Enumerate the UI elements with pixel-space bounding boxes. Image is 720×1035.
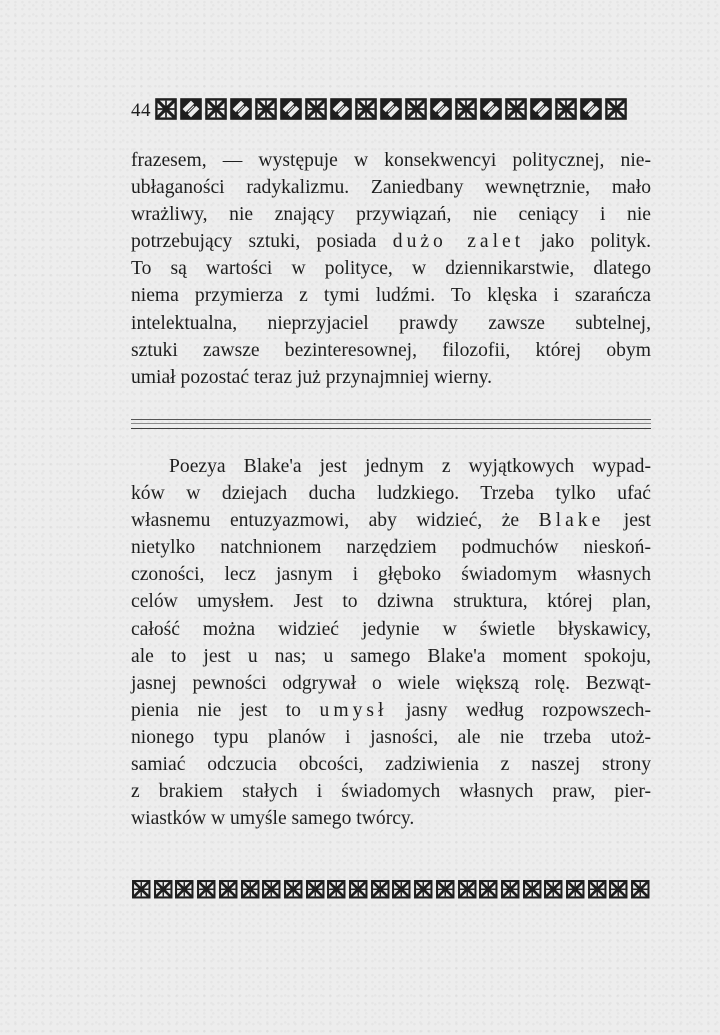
text-line: celów umysłem. Jest to dziwna struktura, której plan,: [131, 591, 651, 613]
square-ornament-icon: [204, 97, 228, 121]
square-ornament-icon: [587, 879, 608, 900]
square-ornament-icon: [153, 879, 174, 900]
diamond-ornament-icon: [579, 97, 603, 121]
square-ornament-icon: [154, 97, 178, 121]
paragraph-continued: [131, 147, 651, 391]
text-segment: potrzebujący sztuki, posiada: [131, 231, 393, 253]
square-ornament-icon: [604, 97, 628, 121]
diamond-ornament-icon: [529, 97, 553, 121]
square-ornament-icon: [218, 879, 239, 900]
diamond-ornament-icon: [479, 97, 503, 121]
page-header: [131, 95, 651, 121]
diamond-ornament-icon: [229, 97, 253, 121]
square-ornament-icon: [196, 879, 217, 900]
spaced-emphasis: dużo zalet: [392, 231, 525, 253]
square-ornament-icon: [370, 879, 391, 900]
text-segment: jako polityk.: [524, 231, 652, 253]
square-ornament-icon: [131, 879, 152, 900]
square-ornament-icon: [565, 879, 586, 900]
text-segment: własnemu entuzyazmowi, aby widzieć, że: [131, 510, 539, 532]
square-ornament-icon: [413, 879, 434, 900]
section-divider-rule: [131, 428, 651, 429]
text-line: z brakiem stałych i świadomych własnych praw, pier-: [131, 781, 651, 803]
square-ornament-icon: [348, 879, 369, 900]
text-segment: jasny według rozpowszech-: [387, 699, 651, 721]
square-ornament-icon: [554, 97, 578, 121]
text-line: całość można widzieć jedynie w świetle błyskawicy,: [131, 618, 651, 640]
square-ornament-icon: [404, 97, 428, 121]
square-ornament-icon: [457, 879, 478, 900]
text-line: intelektualna, nieprzyjaciel prawdy zawsze subtelnej,: [131, 312, 651, 334]
page-number: 44: [131, 100, 151, 121]
text-line: To są wartości w polityce, w dziennikarstwie, dlatego: [131, 258, 651, 280]
section-divider-rule: [131, 419, 651, 420]
text-line: ale to jest u nas; u samego Blake'a moment spokoju,: [131, 645, 651, 667]
square-ornament-icon: [454, 97, 478, 121]
square-ornament-icon: [543, 879, 564, 900]
text-line: [131, 507, 651, 534]
text-segment: jest: [604, 510, 651, 532]
header-ornament-band: [154, 97, 628, 121]
footer-ornament-band: [131, 879, 651, 900]
square-ornament-icon: [354, 97, 378, 121]
text-line: jasnej pewności odgrywał o wiele większą rolę. Bezwąt-: [131, 672, 651, 694]
square-ornament-icon: [305, 879, 326, 900]
square-ornament-icon: [254, 97, 278, 121]
square-ornament-icon: [504, 97, 528, 121]
square-ornament-icon: [608, 879, 629, 900]
text-line: niema przymierza z tymi ludźmi. To klęska i szarańcza: [131, 285, 651, 307]
text-line: frazesem, — występuje w konsekwencyi politycznej, nie-: [131, 150, 651, 171]
text-line: wrażliwy, nie znający przywiązań, nie ceniący i nie: [131, 204, 651, 226]
diamond-ornament-icon: [429, 97, 453, 121]
text-line: czoności, lecz jasnym i głęboko świadomym własnych: [131, 564, 651, 586]
text-line: Poezya Blake'a jest jednym z wyjątkowych wypad-: [169, 456, 651, 477]
square-ornament-icon: [522, 879, 543, 900]
text-line: [131, 228, 651, 255]
square-ornament-icon: [630, 879, 651, 900]
square-ornament-icon: [500, 879, 521, 900]
text-line: samiać odczucia obcości, zadziwienia z naszej strony: [131, 754, 651, 776]
paragraph-blake: [131, 453, 651, 832]
square-ornament-icon: [435, 879, 456, 900]
square-ornament-icon: [478, 879, 499, 900]
text-line: sztuki zawsze bezinteresownej, filozofii, której obym: [131, 339, 651, 361]
section-divider-rule: [131, 423, 651, 424]
text-segment: pienia nie jest to: [131, 699, 320, 721]
text-line: ubłaganości radykalizmu. Zaniedbany wewnętrznie, mało: [131, 177, 651, 199]
square-ornament-icon: [261, 879, 282, 900]
text-line: wiastków w umyśle samego twórcy.: [131, 808, 415, 830]
diamond-ornament-icon: [279, 97, 303, 121]
square-ornament-icon: [174, 879, 195, 900]
spaced-emphasis: umysł: [319, 699, 388, 721]
text-line: [131, 697, 651, 724]
square-ornament-icon: [391, 879, 412, 900]
spaced-emphasis: Blake: [538, 510, 605, 532]
diamond-ornament-icon: [379, 97, 403, 121]
diamond-ornament-icon: [179, 97, 203, 121]
square-ornament-icon: [283, 879, 304, 900]
diamond-ornament-icon: [329, 97, 353, 121]
square-ornament-icon: [240, 879, 261, 900]
text-line: umiał pozostać teraz już przynajmniej wierny.: [131, 366, 493, 388]
square-ornament-icon: [326, 879, 347, 900]
text-line: nionego typu planów i jasności, ale nie trzeba utoż-: [131, 726, 651, 748]
text-line: nietylko natchnionem narzędziem podmuchów nieskoń-: [131, 537, 651, 559]
text-line: ków w dziejach ducha ludzkiego. Trzeba tylko ufać: [131, 483, 651, 505]
square-ornament-icon: [304, 97, 328, 121]
